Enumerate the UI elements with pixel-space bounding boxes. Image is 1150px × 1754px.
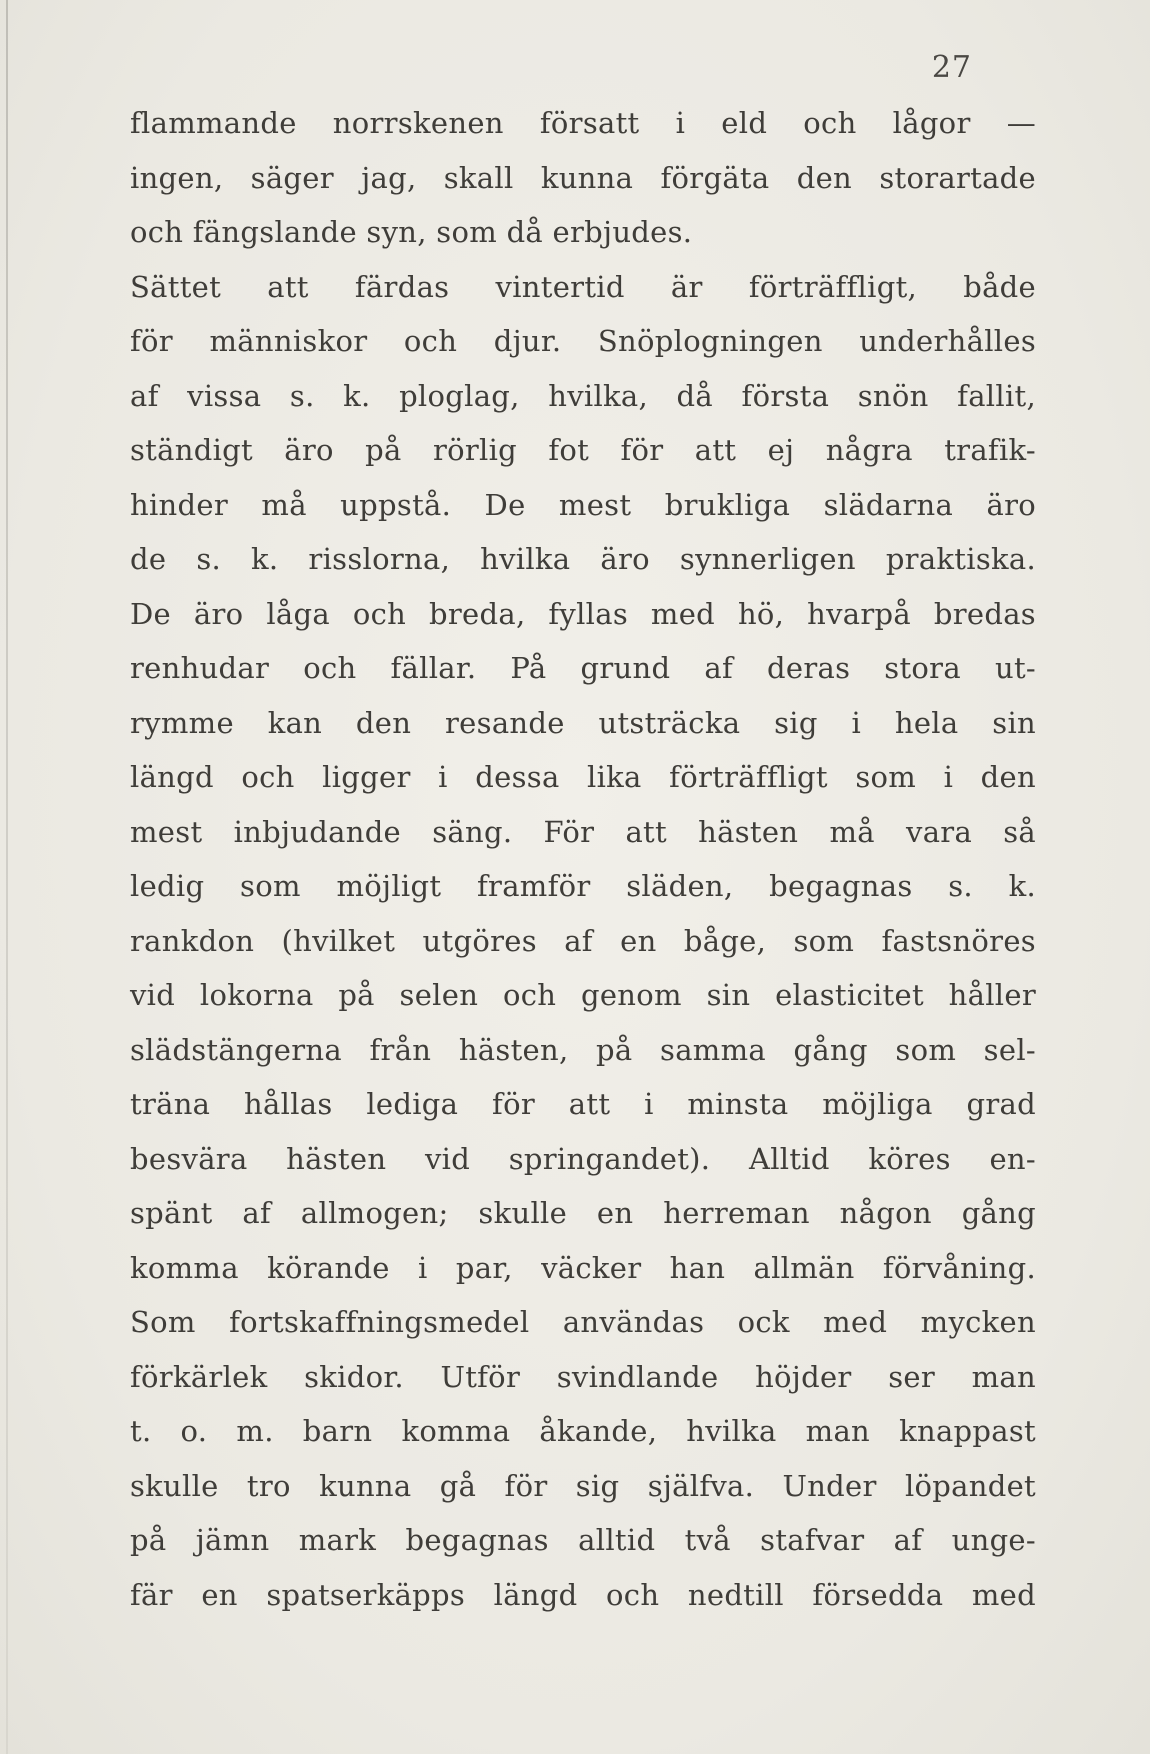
text-line: för människor och djur. Snöplogningen underhålles [130,324,1036,358]
text-line: besvära hästen vid springandet). Alltid köres en- [130,1141,1036,1176]
page-number: 27 [931,50,972,85]
text-line: Som fortskaffningsmedel användas ock med mycken [130,1305,1036,1339]
text-line: skulle tro kunna gå för sig själfva. Under löpandet [130,1468,1036,1503]
text-line: hinder må uppstå. De mest brukliga slädarna äro [130,487,1036,522]
text-line: komma körande i par, väcker han allmän förvåning. [130,1250,1036,1285]
text-line: och fängslande syn, som då erbjudes. [130,215,693,249]
text-line: ständigt äro på rörlig fot för att ej några trafik- [130,433,1036,467]
text-line: slädstängerna från hästen, på samma gång som sel- [130,1032,1036,1067]
text-line: ingen, säger jag, skall kunna förgäta den storartade [130,160,1036,195]
text-line: ledig som möjligt framför släden, begagnas s. k. [130,869,1036,903]
text-line: af vissa s. k. ploglag, hvilka, då första snön fallit, [130,378,1036,413]
body-text [130,96,1036,1622]
text-line: vid lokorna på selen och genom sin elasticitet håller [130,978,1036,1012]
text-line: t. o. m. barn komma åkande, hvilka man knappast [130,1414,1036,1448]
text-line: rymme kan den resande utsträcka sig i hela sin [130,705,1036,740]
text-line: längd och ligger i dessa lika förträffligt som i den [130,760,1036,794]
text-line: förkärlek skidor. Utför svindlande höjder ser man [130,1359,1036,1394]
text-line: på jämn mark begagnas alltid två stafvar af unge- [130,1523,1036,1557]
text-line: Sättet att färdas vintertid är förträffligt, både [130,269,1036,304]
text-line: de s. k. risslorna, hvilka äro synnerligen praktiska. [130,542,1036,576]
text-line: De äro låga och breda, fyllas med hö, hvarpå bredas [130,596,1036,631]
text-line: mest inbjudande säng. För att hästen må vara så [130,814,1036,849]
page-edge-shadow [6,0,8,1754]
text-line: fär en spatserkäpps längd och nedtill försedda med [130,1577,1036,1612]
text-line: rankdon (hvilket utgöres af en båge, som fastsnöres [130,923,1036,958]
text-line: träna hållas lediga för att i minsta möjliga grad [130,1087,1036,1121]
text-line: flammande norrskenen försatt i eld och lågor — [130,106,1036,140]
text-line: renhudar och fällar. På grund af deras stora ut- [130,651,1036,685]
text-line: spänt af allmogen; skulle en herreman någon gång [130,1196,1036,1230]
